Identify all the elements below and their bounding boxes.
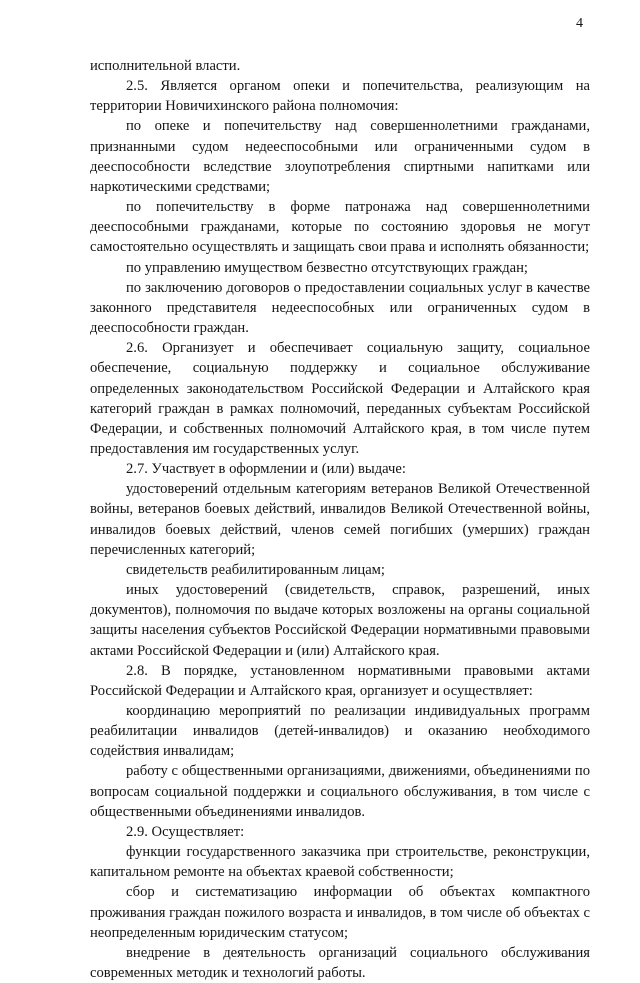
paragraph-information-collection: сбор и систематизацию информации об объектах компактного проживания граждан пожилого возраста и инвалидов, в том числе об объектах с неопределенным юридическим статусом; bbox=[90, 884, 590, 941]
paragraph-rehabilitated-certificates: свидетельств реабилитированным лицам; bbox=[126, 561, 385, 578]
paragraph-patronage: по попечительству в форме патронажа над совершеннолетними дееспособными гражданами, которые по состоянию здоровья не могут самостоятельно осуществлять и защищать свои права и исполнять обязанности; bbox=[90, 199, 590, 256]
paragraph-rehabilitation-coordination: координацию мероприятий по реализации индивидуальных программ реабилитации инвалидов (детей-инвалидов) и оказанию необходимого содействия инвалидам; bbox=[90, 703, 590, 760]
page-number: 4 bbox=[576, 16, 583, 31]
paragraph-property-management: по управлению имуществом безвестно отсутствующих граждан; bbox=[126, 259, 528, 276]
document-body bbox=[90, 56, 590, 983]
paragraph-2-7: 2.7. Участвует в оформлении и (или) выдаче: bbox=[126, 461, 406, 478]
paragraph-2-8: 2.8. В порядке, установленном нормативными правовыми актами Российской Федерации и Алтайского края, организует и осуществляет: bbox=[90, 662, 590, 699]
paragraph-public-organizations: работу с общественными организациями, движениями, объединениями по вопросам социальной поддержки и социального обслуживания, в том числе с общественными объединениями инвалидов. bbox=[90, 763, 590, 820]
paragraph-veteran-certificates: удостоверений отдельным категориям ветеранов Великой Отечественной войны, ветеранов боевых действий, инвалидов Великой Отечественной войны, инвалидов боевых действий, членов семей погибших (умерших) граждан перечисленных категорий; bbox=[90, 481, 590, 558]
paragraph-guardianship-incapacitated: по опеке и попечительству над совершеннолетними гражданами, признанными судом недееспособными или ограниченными судом в дееспособности вследствие злоупотребления спиртными напитками или наркотическими средствами; bbox=[90, 118, 590, 195]
paragraph-2-9: 2.9. Осуществляет: bbox=[126, 823, 245, 840]
paragraph-service-contracts: по заключению договоров о предоставлении социальных услуг в качестве законного представителя недееспособных или ограниченных судом в дееспособности граждан. bbox=[90, 279, 590, 337]
paragraph-continuation: исполнительной власти. bbox=[90, 58, 241, 74]
paragraph-2-6: 2.6. Организует и обеспечивает социальную защиту, социальное обеспечение, социальную поддержку и социальное обслуживание определенных законодательством Российской Федерации и Алтайского края категорий граждан в рамках полномочий, переданных субъектам Российской Федерации, и собственных полномочий Алтайского края, в том числе путем предоставления им государственных услуг. bbox=[90, 340, 590, 457]
paragraph-other-certificates: иных удостоверений (свидетельств, справок, разрешений, иных документов), полномочия по выдаче которых возложены на органы социальной защиты населения субъектов Российской Федерации нормативными правовыми актами Российской Федерации и (или) Алтайского края. bbox=[90, 582, 590, 659]
paragraph-methods-implementation: внедрение в деятельность организаций социального обслуживания современных методик и технологий работы. bbox=[90, 944, 590, 982]
paragraph-2-5: 2.5. Является органом опеки и попечительства, реализующим на территории Новичихинского района полномочия: bbox=[90, 78, 590, 115]
paragraph-state-customer: функции государственного заказчика при строительстве, реконструкции, капитальном ремонте на объектах краевой собственности; bbox=[90, 844, 590, 881]
